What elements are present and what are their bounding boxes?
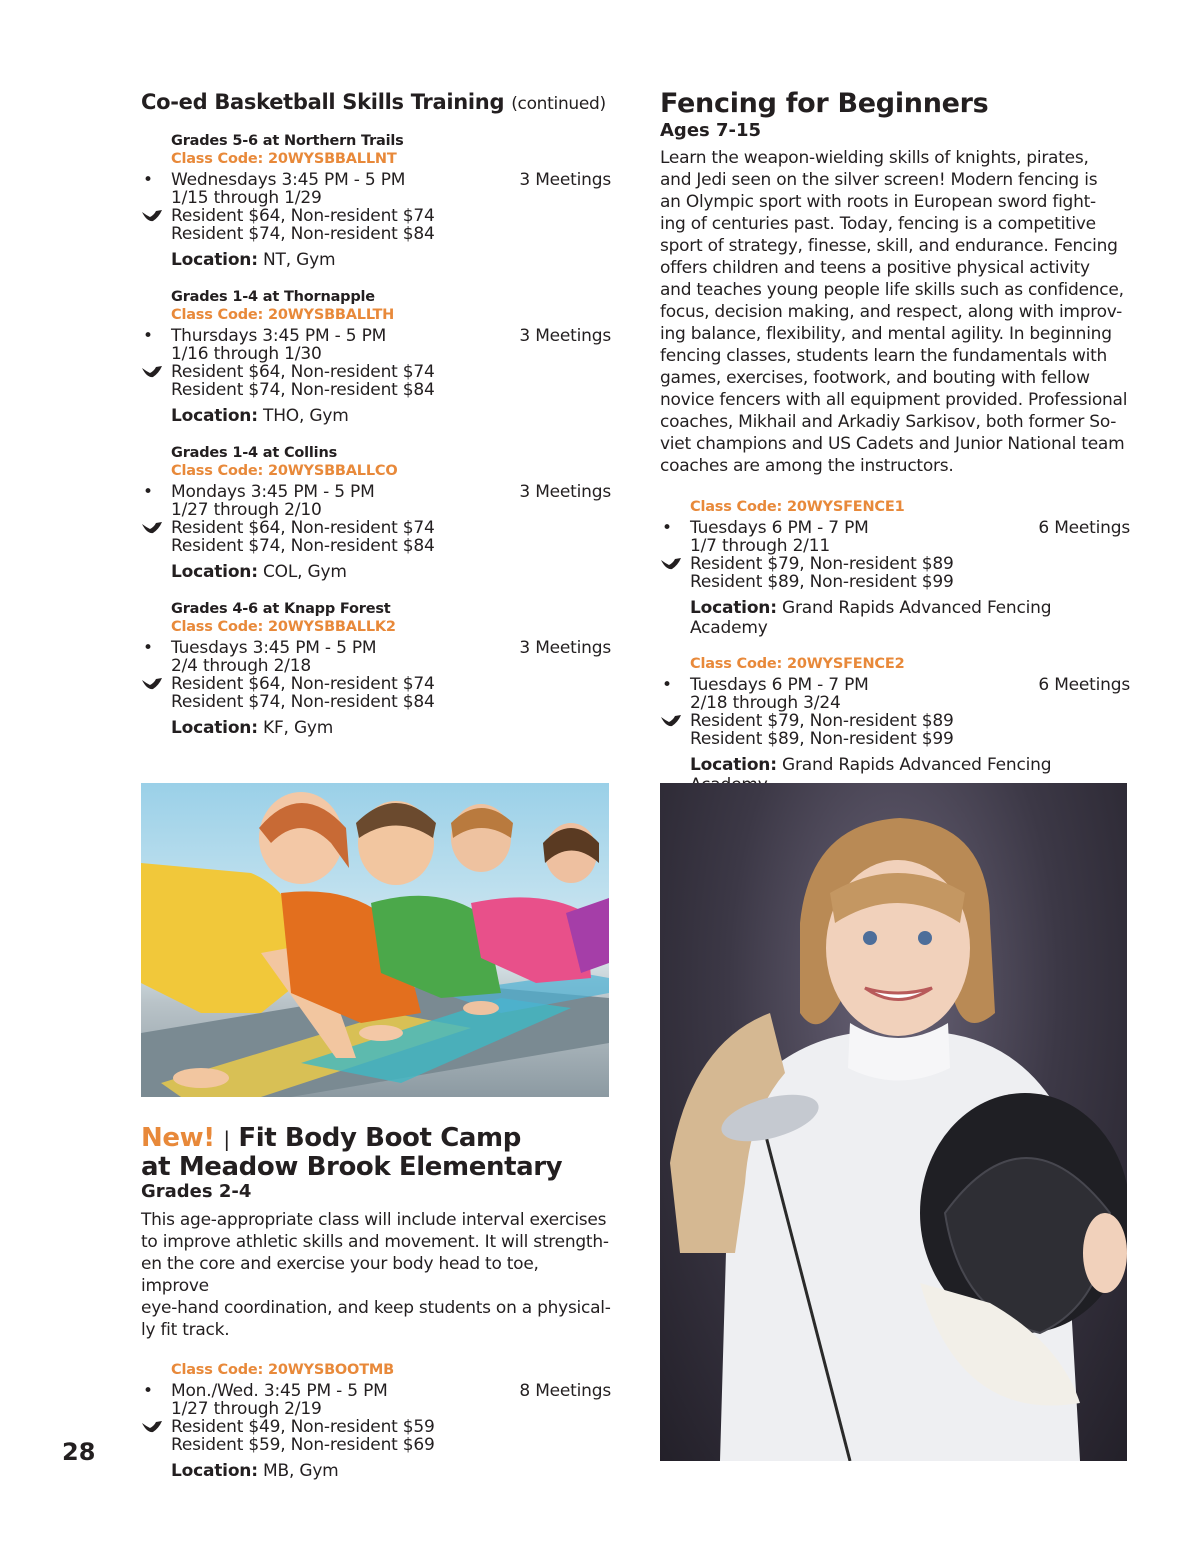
session-meetings: 8 Meetings: [519, 1381, 611, 1401]
description-line: This age-appropriate class will include interval exercises: [141, 1210, 607, 1230]
session-dates: 1/27 through 2/19: [171, 1399, 322, 1419]
session-schedule: Tuesdays 3:45 PM - 5 PM: [171, 638, 377, 658]
description-line: ly fit track.: [141, 1320, 230, 1340]
class-code: Class Code: 20WYSBOOTMB: [171, 1362, 394, 1378]
bullet-icon: •: [143, 326, 153, 346]
session-location: [171, 718, 611, 738]
basketball-title-text: Co-ed Basketball Skills Training: [141, 90, 505, 114]
shoe-icon: [141, 677, 163, 691]
fencing-ages: Ages 7-15: [660, 120, 762, 141]
class-code: Class Code: 20WYSFENCE2: [690, 656, 905, 672]
session-price-resident: Resident $64, Non-resident $74: [171, 674, 435, 694]
description-line: an Olympic sport with roots in European sword fight-: [660, 192, 1096, 212]
description-line: offers children and teens a positive physical activity: [660, 258, 1090, 278]
fencer-girl-photo: [660, 783, 1127, 1461]
location-label: Location:: [171, 250, 258, 270]
location-value: KF, Gym: [263, 718, 334, 738]
class-code: Class Code: 20WYSFENCE1: [690, 499, 905, 515]
fencing-title: Fencing for Beginners: [660, 88, 989, 119]
shoe-icon: [660, 557, 682, 571]
session-price-nonresident: Resident $74, Non-resident $84: [171, 224, 435, 244]
description-line: fencing classes, students learn the fundamentals with: [660, 346, 1108, 366]
session-schedule-row: [662, 675, 1130, 695]
session-schedule: Wednesdays 3:45 PM - 5 PM: [171, 170, 406, 190]
location-value: MB, Gym: [263, 1461, 339, 1481]
basketball-title: [141, 88, 611, 118]
session-meetings: 3 Meetings: [519, 638, 611, 658]
title-separator: |: [223, 1127, 230, 1151]
basketball-session-collins: [141, 444, 611, 582]
bullet-icon: •: [143, 1381, 153, 1401]
class-code: Class Code: 20WYSBBALLCO: [171, 463, 398, 479]
description-line: and teaches young people life skills such as confidence,: [660, 280, 1124, 300]
bootcamp-description: [141, 1209, 611, 1341]
session-schedule: Mon./Wed. 3:45 PM - 5 PM: [171, 1381, 388, 1401]
fencing-session-1: [660, 498, 1130, 638]
basketball-continued: (continued): [511, 94, 606, 114]
bullet-icon: •: [143, 482, 153, 502]
session-price-nonresident: Resident $74, Non-resident $84: [171, 380, 435, 400]
session-meetings: 3 Meetings: [519, 170, 611, 190]
location-value: NT, Gym: [263, 250, 336, 270]
session-dates: 1/16 through 1/30: [171, 344, 322, 364]
session-price-resident: Resident $64, Non-resident $74: [171, 362, 435, 382]
session-schedule: Tuesdays 6 PM - 7 PM: [690, 675, 869, 695]
new-badge: New!: [141, 1123, 215, 1153]
description-line: coaches, Mikhail and Arkadiy Sarkisov, both former So-: [660, 412, 1117, 432]
session-location: [171, 562, 611, 582]
session-dates: 2/4 through 2/18: [171, 656, 311, 676]
location-label: Location:: [690, 755, 777, 775]
session-price-row: [171, 363, 611, 381]
class-code: Class Code: 20WYSBBALLK2: [171, 619, 396, 635]
session-price-nonresident: Resident $59, Non-resident $69: [171, 1435, 435, 1455]
bullet-icon: •: [143, 170, 153, 190]
basketball-session-knapp-forest: [141, 600, 611, 738]
session-price-row: [171, 519, 611, 537]
description-line: focus, decision making, and respect, along with improv-: [660, 302, 1123, 322]
session-price-nonresident: Resident $89, Non-resident $99: [690, 729, 954, 749]
session-schedule-row: [143, 326, 611, 346]
session-dates: 1/15 through 1/29: [171, 188, 322, 208]
shoe-icon: [660, 714, 682, 728]
basketball-session-thornapple: [141, 288, 611, 426]
description-line: novice fencers with all equipment provided. Professional: [660, 390, 1128, 410]
session-price-nonresident: Resident $74, Non-resident $84: [171, 692, 435, 712]
session-price-resident: Resident $49, Non-resident $59: [171, 1417, 435, 1437]
description-line: sport of strategy, finesse, skill, and endurance. Fencing: [660, 236, 1118, 256]
session-price-resident: Resident $79, Non-resident $89: [690, 711, 954, 731]
session-location: [690, 598, 1130, 638]
session-price-resident: Resident $64, Non-resident $74: [171, 206, 435, 226]
shoe-icon: [141, 209, 163, 223]
description-line: ing balance, flexibility, and mental agility. In beginning: [660, 324, 1112, 344]
session-price-row: [690, 712, 1130, 730]
location-value: THO, Gym: [263, 406, 349, 426]
session-schedule: Tuesdays 6 PM - 7 PM: [690, 518, 869, 538]
class-code: Class Code: 20WYSBBALLTH: [171, 307, 395, 323]
session-price-row: [171, 675, 611, 693]
page-number: 28: [62, 1438, 96, 1466]
bootcamp-grades: Grades 2-4: [141, 1181, 252, 1202]
session-price-row: [171, 1418, 611, 1436]
session-schedule: Mondays 3:45 PM - 5 PM: [171, 482, 375, 502]
location-value: COL, Gym: [263, 562, 347, 582]
session-price-resident: Resident $79, Non-resident $89: [690, 554, 954, 574]
session-grades: Grades 1-4 at Collins: [171, 445, 338, 461]
bootcamp-title: [141, 1124, 611, 1181]
session-meetings: 3 Meetings: [519, 326, 611, 346]
session-meetings: 3 Meetings: [519, 482, 611, 502]
description-line: en the core and exercise your body head to toe, improve: [141, 1254, 539, 1296]
session-schedule-row: [143, 482, 611, 502]
session-grades: Grades 1-4 at Thornapple: [171, 289, 375, 305]
bootcamp-section: [141, 1124, 611, 1481]
session-dates: 1/27 through 2/10: [171, 500, 322, 520]
bullet-icon: •: [143, 638, 153, 658]
shoe-icon: [141, 365, 163, 379]
session-grades: Grades 5-6 at Northern Trails: [171, 133, 404, 149]
basketball-session-northern-trails: [141, 132, 611, 270]
location-value: Grand Rapids Advanced Fencing: [782, 755, 1052, 775]
bootcamp-title-line1: Fit Body Boot Camp: [238, 1123, 521, 1153]
left-column: [141, 88, 611, 738]
shoe-icon: [141, 521, 163, 535]
session-dates: 2/18 through 3/24: [690, 693, 841, 713]
session-dates: 1/7 through 2/11: [690, 536, 830, 556]
session-meetings: 6 Meetings: [1038, 675, 1130, 695]
session-schedule-row: [143, 638, 611, 658]
description-line: ing of centuries past. Today, fencing is a competitive: [660, 214, 1096, 234]
fencer-girl-illustration: [660, 783, 1127, 1461]
location-label: Location:: [171, 562, 258, 582]
session-schedule-row: [662, 518, 1130, 538]
session-price-nonresident: Resident $74, Non-resident $84: [171, 536, 435, 556]
bootcamp-session: [141, 1361, 611, 1481]
fencing-description: [660, 147, 1130, 477]
bullet-icon: •: [662, 675, 672, 695]
kids-exercise-photo: [141, 783, 609, 1097]
description-line: games, exercises, footwork, and bouting with fellow: [660, 368, 1090, 388]
session-price-row: [171, 207, 611, 225]
session-location: [171, 1461, 611, 1481]
bootcamp-title-line2: at Meadow Brook Elementary: [141, 1152, 563, 1182]
session-schedule-row: [143, 170, 611, 190]
location-label: Location:: [171, 1461, 258, 1481]
session-price-nonresident: Resident $89, Non-resident $99: [690, 572, 954, 592]
right-column: [660, 88, 1130, 795]
session-schedule-row: [143, 1381, 611, 1401]
session-location: [171, 250, 611, 270]
description-line: and Jedi seen on the silver screen! Modern fencing is: [660, 170, 1098, 190]
session-location: [171, 406, 611, 426]
description-line: Learn the weapon-wielding skills of knights, pirates,: [660, 148, 1089, 168]
location-label: Location:: [171, 406, 258, 426]
fencing-session-2: [660, 655, 1130, 795]
location-value: Grand Rapids Advanced Fencing Academy: [690, 598, 1052, 638]
description-line: coaches are among the instructors.: [660, 456, 954, 476]
description-line: eye-hand coordination, and keep students on a physical-: [141, 1298, 611, 1318]
session-grades: Grades 4-6 at Knapp Forest: [171, 601, 391, 617]
session-schedule: Thursdays 3:45 PM - 5 PM: [171, 326, 387, 346]
shoe-icon: [141, 1420, 163, 1434]
session-price-row: [690, 555, 1130, 573]
session-meetings: 6 Meetings: [1038, 518, 1130, 538]
description-line: to improve athletic skills and movement. It will strength-: [141, 1232, 609, 1252]
location-label: Location:: [171, 718, 258, 738]
class-code: Class Code: 20WYSBBALLNT: [171, 151, 397, 167]
description-line: viet champions and US Cadets and Junior National team: [660, 434, 1125, 454]
session-price-resident: Resident $64, Non-resident $74: [171, 518, 435, 538]
kids-exercise-illustration: [141, 783, 609, 1097]
location-label: Location:: [690, 598, 777, 618]
bullet-icon: •: [662, 518, 672, 538]
